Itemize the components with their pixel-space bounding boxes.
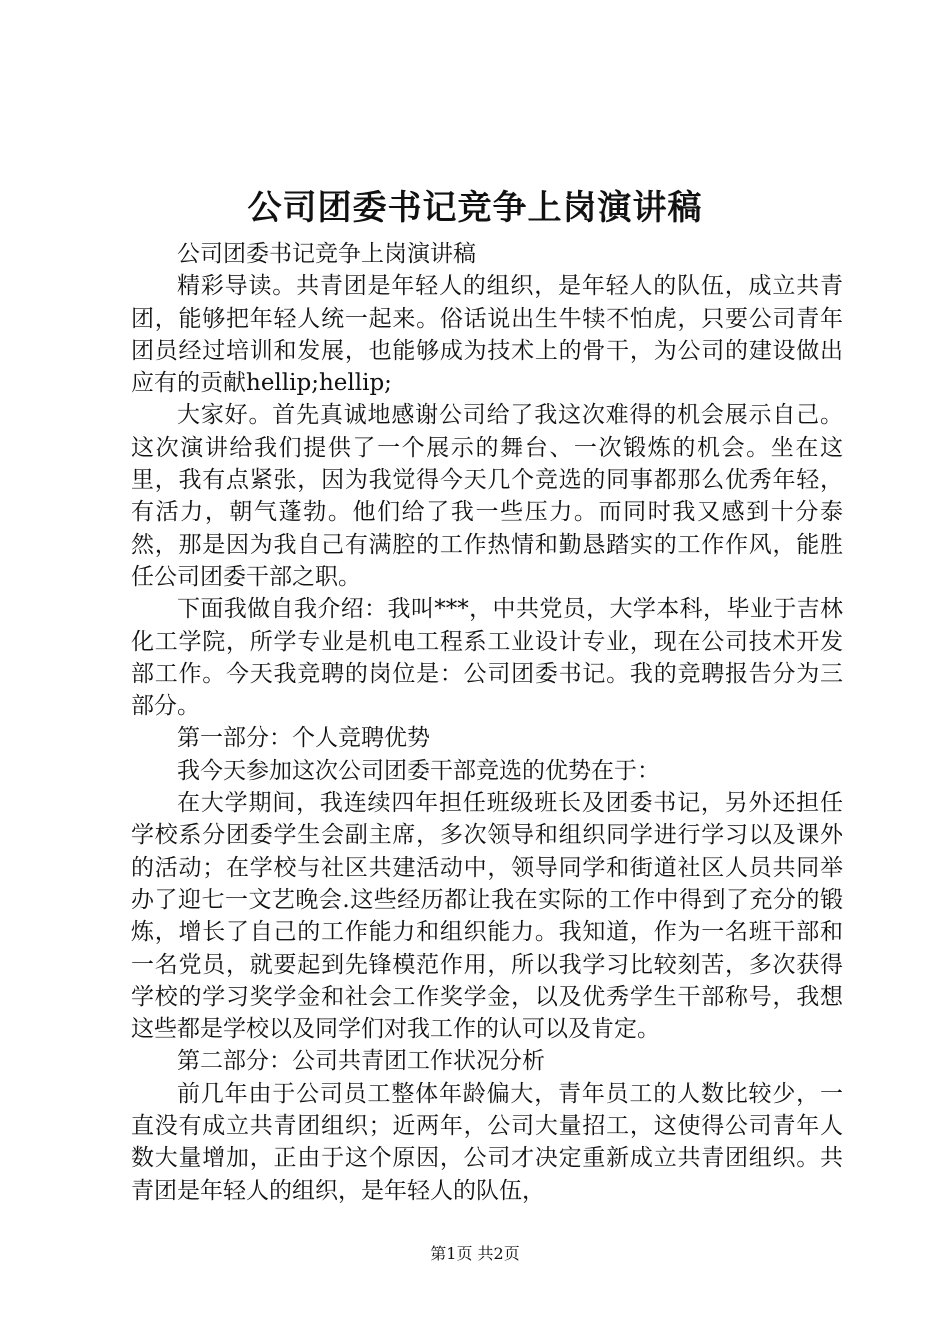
paragraph-intro: 精彩导读。共青团是年轻人的组织，是年轻人的队伍，成立共青团，能够把年轻人统一起来。俗话说出生牛犊不怕虎，只要公司青年团员经过培训和发展，也能够成为技术上的骨干，为公司的建设做出应有的贡献hellip;hellip;	[131, 273, 843, 397]
section-heading-part-two: 第二部分：公司共青团工作状况分析	[177, 1048, 545, 1075]
paragraph-advantages-lead: 我今天参加这次公司团委干部竞选的优势在于：	[177, 757, 660, 784]
section-heading-part-one: 第一部分：个人竞聘优势	[177, 725, 430, 752]
paragraph-league-analysis: 前几年由于公司员工整体年龄偏大，青年员工的人数比较少，一直没有成立共青团组织；近两年，公司大量招工，这使得公司青年人数大量增加，正由于这个原因，公司才决定重新成立共青团组织。共青团是年轻人的组织，是年轻人的队伍，	[131, 1080, 843, 1204]
paragraph-university-experience: 在大学期间，我连续四年担任班级班长及团委书记，另外还担任学校系分团委学生会副主席，多次领导和组织同学进行学习以及课外的活动；在学校与社区共建活动中，领导同学和街道社区人员共同举办了迎七一文艺晚会.这些经历都让我在实际的工作中得到了充分的锻炼，增长了自己的工作能力和组织能力。我知道，作为一名班干部和一名党员，就要起到先锋模范作用，所以我学习比较刻苦，多次获得学校的学习奖学金和社会工作奖学金，以及优秀学生干部称号，我想这些都是学校以及同学们对我工作的认可以及肯定。	[131, 790, 843, 1043]
document-body	[131, 238, 843, 1207]
document-title: 公司团委书记竞争上岗演讲稿	[247, 188, 703, 228]
paragraph-subtitle: 公司团委书记竞争上岗演讲稿	[177, 241, 476, 267]
paragraph-greeting: 大家好。首先真诚地感谢公司给了我这次难得的机会展示自己。这次演讲给我们提供了一个展示的舞台、一次锻炼的机会。坐在这里，我有点紧张，因为我觉得今天几个竞选的同事都那么优秀年轻，有活力，朝气蓬勃。他们给了我一些压力。而同时我又感到十分泰然，那是因为我自己有满腔的工作热情和勤恳踏实的工作作风，能胜任公司团委干部之职。	[131, 402, 843, 590]
page-number-footer: 第1页 共2页	[430, 1244, 520, 1263]
paragraph-self-introduction: 下面我做自我介绍：我叫***，中共党员，大学本科，毕业于吉林化工学院，所学专业是机电工程系工业设计专业，现在公司技术开发部工作。今天我竞聘的岗位是：公司团委书记。我的竞聘报告分为三部分。	[131, 596, 843, 720]
